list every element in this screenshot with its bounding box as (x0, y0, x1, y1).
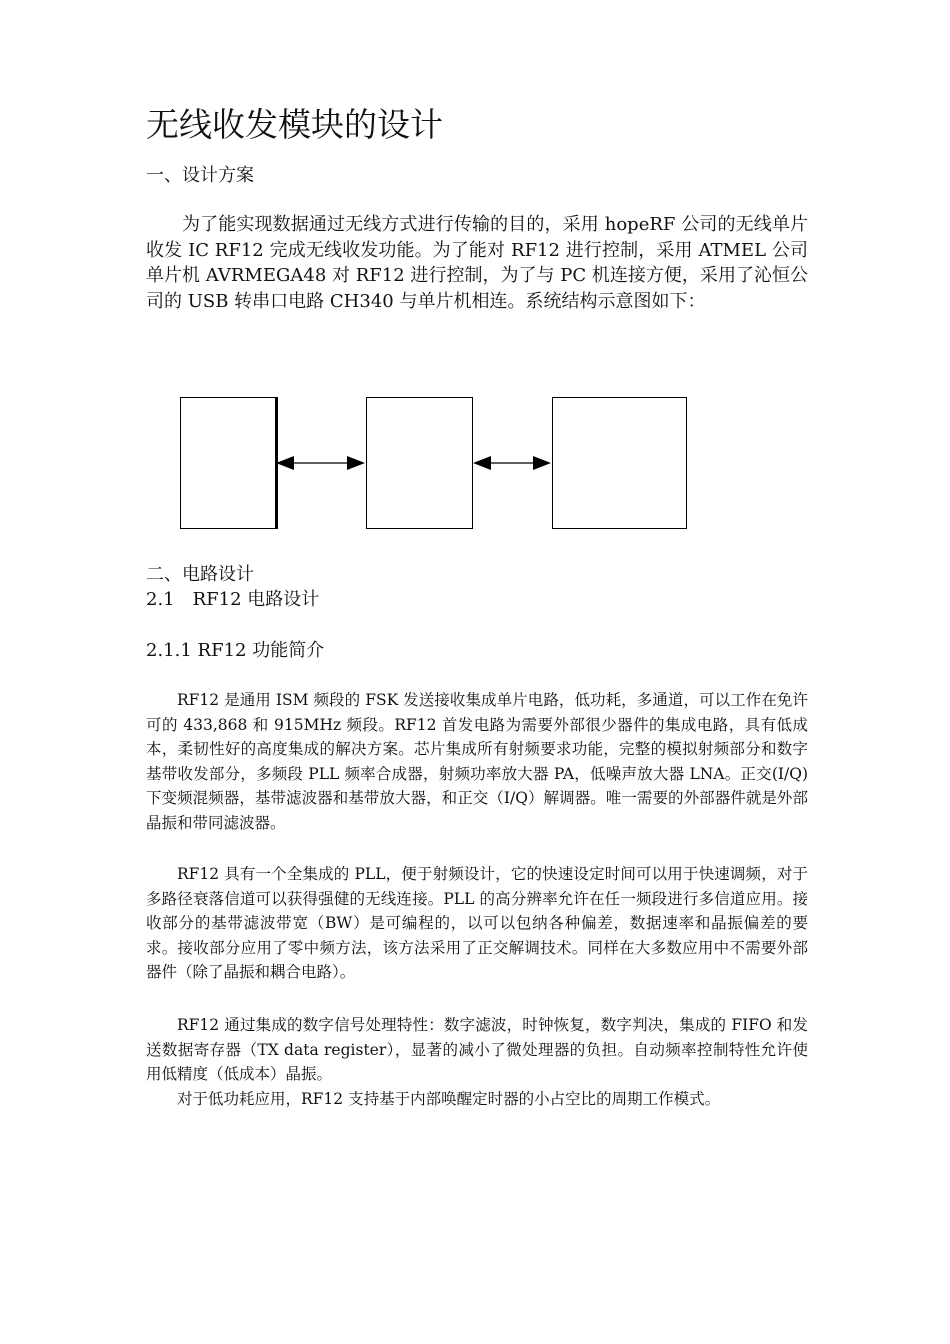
section2-heading: 二、电路设计 (146, 564, 254, 585)
paragraph-rf12-pll: RF12 具有一个全集成的 PLL，便于射频设计，它的快速设定时间可以用于快速调频，对于多路径衰落信道可以获得强健的无线连接。PLL 的高分辨率允许在任一频段进行多信道应用。接收部分的基带滤波带宽（BW）是可编程的，以可以包纳各种偏差，数据速率和晶振偏差的要求。接收部分应用了零中频方法，该方法采用了正交解调技术。同样在大多数应用中不需要外部器件（除了晶振和耦合电路）。 (146, 865, 808, 981)
section2-1-heading: 2.1 RF12 电路设计 (146, 589, 320, 610)
bidirectional-arrow-2 (473, 456, 551, 470)
section1-heading: 一、设计方案 (146, 165, 254, 186)
paragraph-rf12-intro: RF12 是通用 ISM 频段的 FSK 发送接收集成单片电路，低功耗，多通道，可以工作在免许可的 433,868 和 915MHz 频段。RF12 首发电路为需要外部很少器件的集成电路，具有低成本，柔韧性好的高度集成的解决方案。芯片集成所有射频要求功能，完整的模拟射频部分和数字基带收发部分，多频段 PLL 频率合成器，射频功率放大器 PA，低噪声放大器 LNA。正交(I/Q)下变频混频器，基带滤波器和基带放大器，和正交（I/Q）解调器。唯一需要的外部器件就是外部晶振和带同滤波器。 (146, 691, 808, 832)
document-title: 无线收发模块的设计 (146, 105, 443, 144)
section2-1-1-heading: 2.1.1 RF12 功能简介 (146, 640, 325, 661)
paragraph-rf12-lowpower: 对于低功耗应用，RF12 支持基于内部唤醒定时器的小占空比的周期工作模式。 (177, 1090, 721, 1108)
paragraph-rf12-dsp: RF12 通过集成的数字信号处理特性：数字滤波，时钟恢复，数字判决，集成的 FIFO 和发送数据寄存器（TX data register），显著的减小了微处理器的负担。自动频率控制特性允许使用低精度（低成本）晶振。 (146, 1016, 808, 1083)
bidirectional-arrow-1 (276, 456, 365, 470)
section1-paragraph: 为了能实现数据通过无线方式进行传输的目的，采用 hopeRF 公司的无线单片收发 IC RF12 完成无线收发功能。为了能对 RF12 进行控制，采用 ATMEL 公司单片机 AVRMEGA48 对 RF12 进行控制，为了与 PC 机连接方便，采用了沁恒公司的 USB 转串口电路 CH340 与单片机相连。系统结构示意图如下： (146, 214, 808, 312)
